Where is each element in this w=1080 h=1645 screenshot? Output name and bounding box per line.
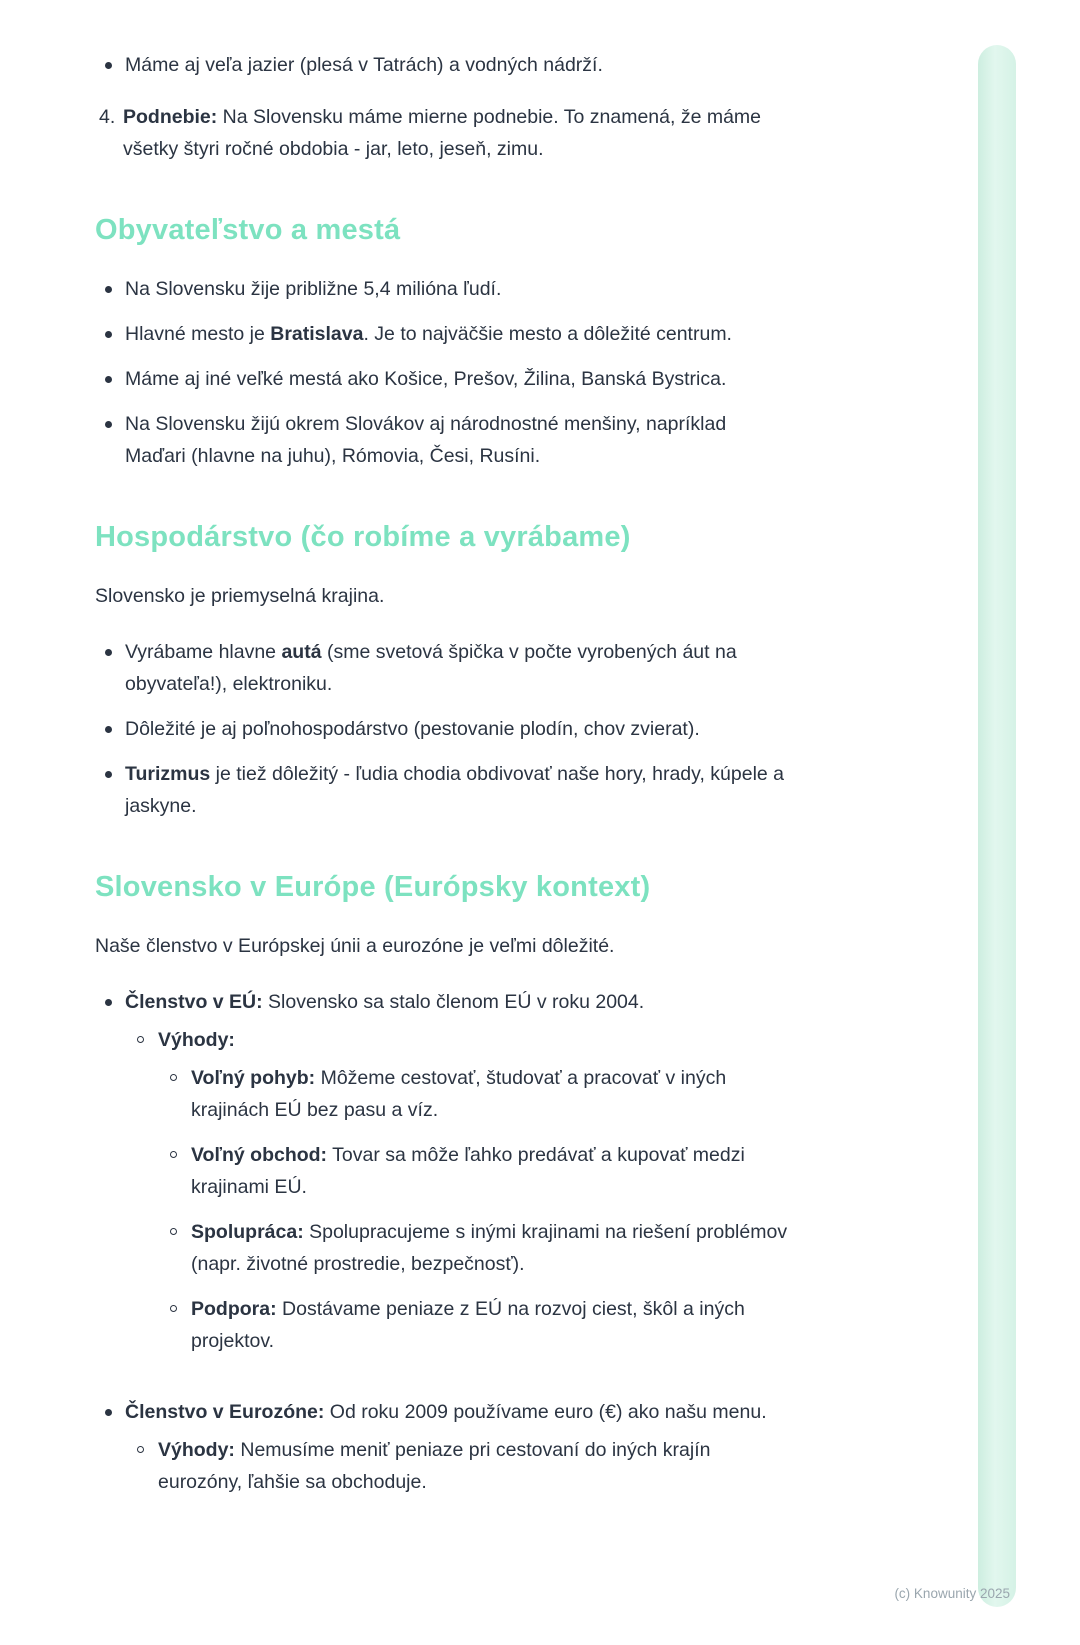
bold-term: Voľný pohyb: [191, 1067, 316, 1090]
europe-bullet-list [95, 987, 790, 1512]
list-item [158, 1294, 790, 1358]
numbered-list [95, 102, 790, 166]
list-item-text-segment: Spolupracujeme s inými krajinami na riešení problémov (napr. životné prostredie, bezpečnosť). [191, 1221, 788, 1276]
bullet-dot-icon [105, 1409, 112, 1416]
bold-term: autá [281, 641, 322, 664]
bullet-circle-icon [170, 1151, 177, 1158]
intro-bullet-list [95, 50, 790, 82]
list-item-text-segment: Môžeme cestovať, študovať a pracovať v iných krajinách EÚ bez pasu a víz. [191, 1067, 727, 1122]
list-item [158, 1217, 790, 1281]
list-item-text [125, 319, 790, 351]
list-item-text [191, 1294, 790, 1358]
list-item-text-segment: je tiež dôležitý - ľudia chodia obdivovať naše hory, hrady, kúpele a jaskyne. [125, 763, 785, 818]
bold-term: Podpora: [191, 1298, 277, 1321]
list-item-text [125, 987, 790, 1384]
bullet-circle-icon [170, 1305, 177, 1312]
europe-intro-paragraph: Naše členstvo v Európskej únii a eurozóne je veľmi dôležité. [95, 935, 615, 958]
list-item-text [125, 759, 790, 823]
list-item [95, 759, 790, 823]
section-heading-population: Obyvateľstvo a mestá [95, 213, 401, 246]
population-bullet-list [95, 274, 790, 473]
list-item [95, 319, 790, 351]
list-item-text-segment: Slovensko sa stalo členom EÚ v roku 2004. [262, 991, 645, 1014]
side-accent-bar [978, 45, 1016, 1607]
list-item-text-segment: Na Slovensku máme mierne podnebie. To znamená, že máme všetky štyri ročné obdobia - jar, leto, jeseň, zimu. [123, 105, 762, 160]
list-item-text-segment: Hlavné mesto je [125, 323, 271, 346]
economy-bullet-list [95, 637, 790, 823]
list-item-text [191, 1063, 790, 1127]
bold-term: Podnebie: [123, 105, 218, 128]
list-item-text: Máme aj iné veľké mestá ako Košice, Prešov, Žilina, Banská Bystrica. [125, 368, 727, 391]
list-item-text-segment: Dostávame peniaze z EÚ na rozvoj ciest, škôl a iných projektov. [191, 1298, 745, 1352]
list-item [95, 1397, 790, 1512]
footer-credit: (c) Knowunity 2025 [894, 1585, 1010, 1601]
list-item [125, 1435, 790, 1499]
bold-term: Voľný obchod: [191, 1144, 328, 1167]
bold-term: Výhody: [158, 1029, 235, 1052]
bullet-dot-icon [105, 771, 112, 778]
list-item-text [125, 637, 790, 701]
list-item-text: Dôležité je aj poľnohospodárstvo (pestovanie plodín, chov zvierat). [125, 718, 700, 741]
list-item [158, 1140, 790, 1204]
list-item-text [125, 1397, 790, 1512]
bullet-circle-icon [137, 1446, 144, 1453]
eurozone-advantages-list [125, 1435, 790, 1499]
bold-term: Výhody: [158, 1438, 235, 1461]
list-item-text-segment: Od roku 2009 používame euro (€) ako našu menu. [324, 1400, 767, 1423]
economy-intro-paragraph: Slovensko je priemyselná krajina. [95, 585, 385, 608]
section-heading-economy: Hospodárstvo (čo robíme a vyrábame) [95, 521, 631, 553]
list-item-text-segment: Vyrábame hlavne [125, 641, 282, 664]
bullet-dot-icon [105, 726, 112, 733]
bold-term: Spolupráca: [191, 1221, 304, 1244]
list-item-number: 4. [99, 105, 116, 128]
list-item-text [123, 102, 790, 166]
list-item-text [191, 1140, 790, 1204]
list-item [95, 409, 790, 473]
list-item-text-segment: . Je to najväčšie mesto a dôležité centrum. [363, 323, 732, 346]
bullet-circle-icon [170, 1228, 177, 1235]
list-item-text: Na Slovensku žije približne 5,4 milióna ľudí. [125, 278, 502, 301]
list-item [95, 364, 790, 396]
list-item [95, 637, 790, 701]
bullet-dot-icon [105, 286, 112, 293]
bold-term: Bratislava [270, 323, 364, 346]
list-item [158, 1063, 790, 1127]
section-heading-europe: Slovensko v Európe (Európsky kontext) [95, 871, 651, 904]
list-item [95, 987, 790, 1384]
bold-term: Členstvo v EÚ: [125, 991, 263, 1014]
list-item-text [191, 1217, 790, 1281]
bullet-circle-icon [137, 1036, 144, 1043]
list-item-text [158, 1435, 790, 1499]
list-item [95, 274, 790, 306]
list-item-text [158, 1025, 790, 1371]
bullet-dot-icon [105, 999, 112, 1006]
bullet-dot-icon [105, 421, 112, 428]
list-item-text-segment: (sme svetová špička v počte vyrobených áut na obyvateľa!), elektroniku. [125, 641, 737, 696]
bold-term: Členstvo v Eurozóne: [125, 1400, 325, 1423]
bullet-dot-icon [105, 376, 112, 383]
bullet-dot-icon [105, 62, 112, 69]
list-item [95, 714, 790, 746]
list-item [95, 50, 790, 82]
list-item [125, 1025, 790, 1371]
list-item [95, 102, 790, 166]
list-item-text: Na Slovensku žijú okrem Slovákov aj národnostné menšiny, napríklad Maďari (hlavne na juhu), Rómovia, Česi, Rusíni. [125, 413, 727, 468]
eu-advantages-list [125, 1025, 790, 1371]
bold-term: Turizmus [125, 763, 211, 786]
eu-advantages-detail-list [158, 1063, 790, 1358]
bullet-circle-icon [170, 1074, 177, 1081]
list-item-text-segment: Nemusíme meniť peniaze pri cestovaní do iných krajín eurozóny, ľahšie sa obchoduje. [158, 1438, 711, 1493]
bullet-dot-icon [105, 331, 112, 338]
bullet-dot-icon [105, 649, 112, 656]
list-item-text: Máme aj veľa jazier (plesá v Tatrách) a vodných nádrží. [125, 54, 603, 76]
list-item-text-segment: Tovar sa môže ľahko predávať a kupovať medzi krajinami EÚ. [191, 1144, 745, 1199]
